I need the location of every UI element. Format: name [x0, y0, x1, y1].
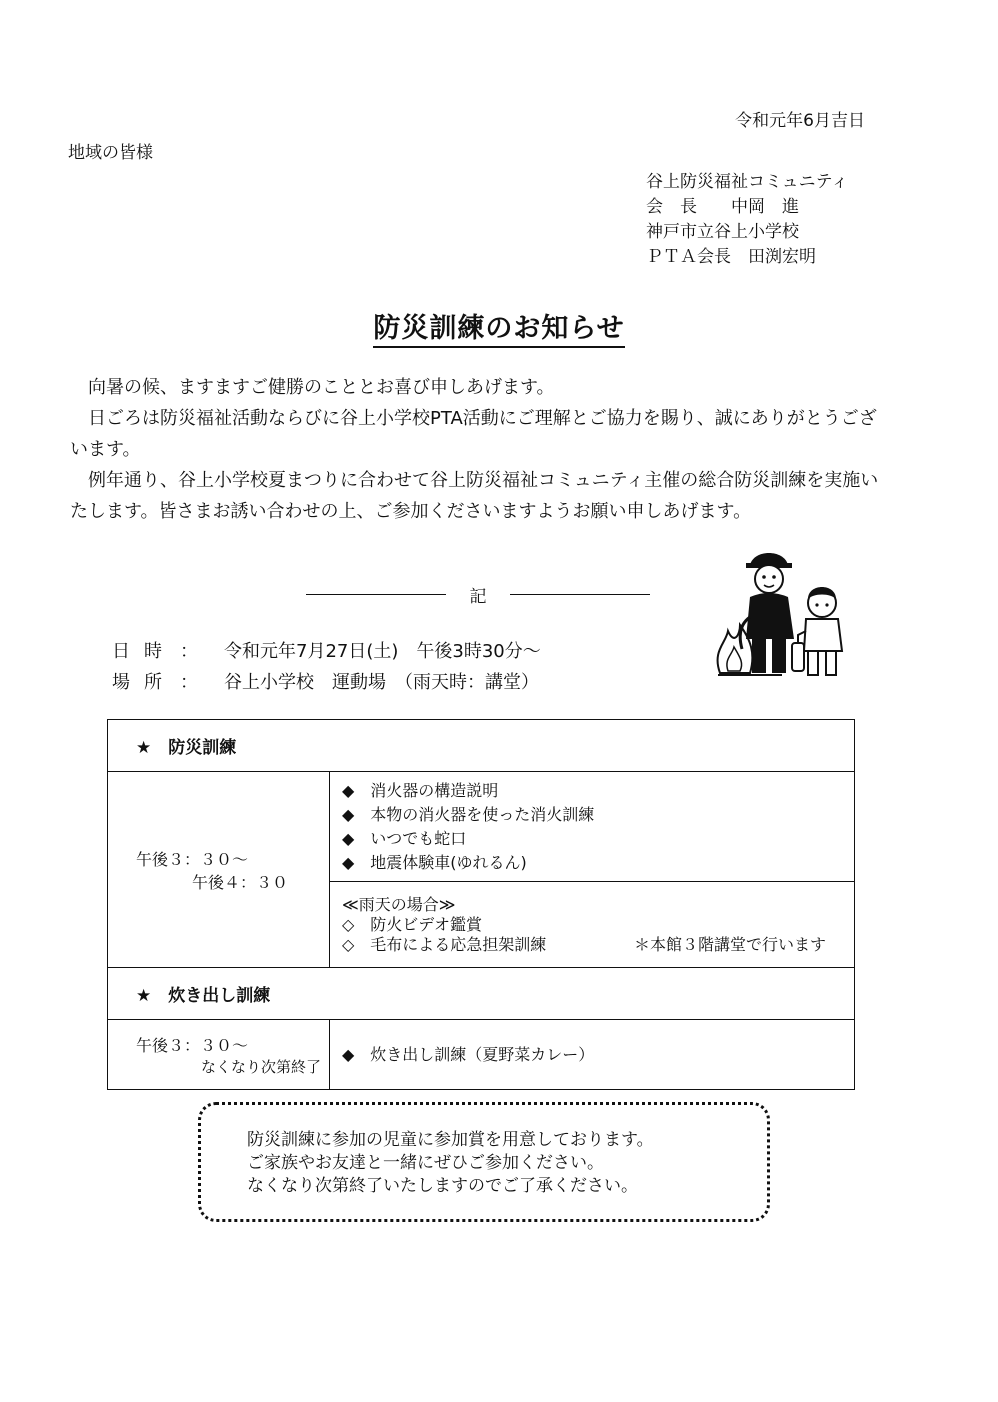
sender-line: 谷上防災福祉コミュニティ	[646, 172, 849, 192]
rain-note: ＊本館３階講堂で行います	[633, 934, 826, 954]
time-cell	[108, 772, 330, 968]
colon: ：	[180, 641, 198, 662]
list-item	[342, 935, 854, 955]
schedule-section-header	[108, 968, 855, 1020]
notice-line: 防災訓練に参加の児童に参加賞を用意しております。	[247, 1130, 654, 1150]
ki-label: 記	[469, 587, 487, 607]
list-item: ◆ 地震体験車(ゆれるん)	[342, 852, 527, 872]
notice-box	[198, 1102, 770, 1222]
colon: ：	[180, 672, 198, 693]
place-value: 谷上小学校 運動場 （雨天時：講堂）	[224, 672, 539, 693]
time-start: 午後３：３０～	[136, 849, 249, 869]
ki-divider	[306, 580, 650, 608]
list-item: ◇ 防火ビデオ鑑賞	[342, 914, 482, 934]
body-paragraph: 例年通り、谷上小学校夏まつりに合わせて谷上防災福祉コミュニティ主催の総合防災訓練を実施いたします。皆さまお誘い合わせの上、ご参加くださいますようお願い申しあげます。	[70, 470, 879, 522]
rain-title: ≪雨天の場合≫	[342, 894, 456, 914]
activity-list	[330, 772, 855, 882]
datetime-row	[112, 637, 541, 663]
sender-line: ＰＴＡ会長 田渕宏明	[646, 247, 816, 267]
time-start: 午後３：３０～	[136, 1035, 249, 1055]
notice-line: なくなり次第終了いたしますのでご了承ください。	[247, 1176, 638, 1196]
body-text	[70, 372, 882, 527]
time-end: なくなり次第終了	[200, 1057, 321, 1076]
list-item: ◆ 炊き出し訓練（夏野菜カレー）	[342, 1044, 595, 1064]
sender-line: 神戸市立谷上小学校	[646, 222, 799, 242]
section-header-disaster-drill: ★ 防災訓練	[108, 720, 855, 772]
rain-item-text: ◇ 毛布による応急担架訓練	[342, 934, 547, 954]
datetime-label: 日時	[112, 641, 176, 662]
time-cell	[108, 1020, 330, 1090]
body-paragraph: 日ごろは防災福祉活動ならびに谷上小学校PTA活動にご理解とご協力を賜り、誠にありがとうございます。	[70, 408, 877, 460]
schedule-table	[107, 719, 855, 1090]
datetime-value: 令和元年7月27日(土) 午後3時30分～	[224, 641, 541, 662]
title-text: 防災訓練のお知らせ	[373, 313, 624, 348]
list-item: ◆ 消火器の構造説明	[342, 780, 499, 800]
place-row	[112, 668, 539, 694]
activity-list	[330, 1020, 855, 1090]
list-item: ◆ 本物の消火器を使った消火訓練	[342, 804, 595, 824]
document-title	[0, 306, 998, 345]
rain-plan	[330, 882, 855, 968]
schedule-section-header	[108, 720, 855, 772]
issue-date: 令和元年6月吉日	[735, 111, 865, 131]
list-item: ◆ いつでも蛇口	[342, 828, 467, 848]
addressee: 地域の皆様	[68, 143, 153, 163]
place-label: 場所	[112, 672, 176, 693]
sender-line: 会 長 中岡 進	[646, 197, 799, 217]
firefighter-kids-icon	[706, 547, 866, 687]
body-paragraph: 向暑の候、ますますご健勝のこととお喜び申しあげます。	[88, 377, 555, 398]
table-row	[108, 772, 855, 882]
sender-block	[646, 170, 848, 270]
table-row	[108, 1020, 855, 1090]
section-header-cooking-drill: ★ 炊き出し訓練	[108, 968, 855, 1020]
divider-line	[510, 594, 650, 595]
notice-line: ご家族やお友達と一緒にぜひご参加ください。	[247, 1153, 604, 1173]
time-end: 午後４：３０	[192, 872, 289, 892]
